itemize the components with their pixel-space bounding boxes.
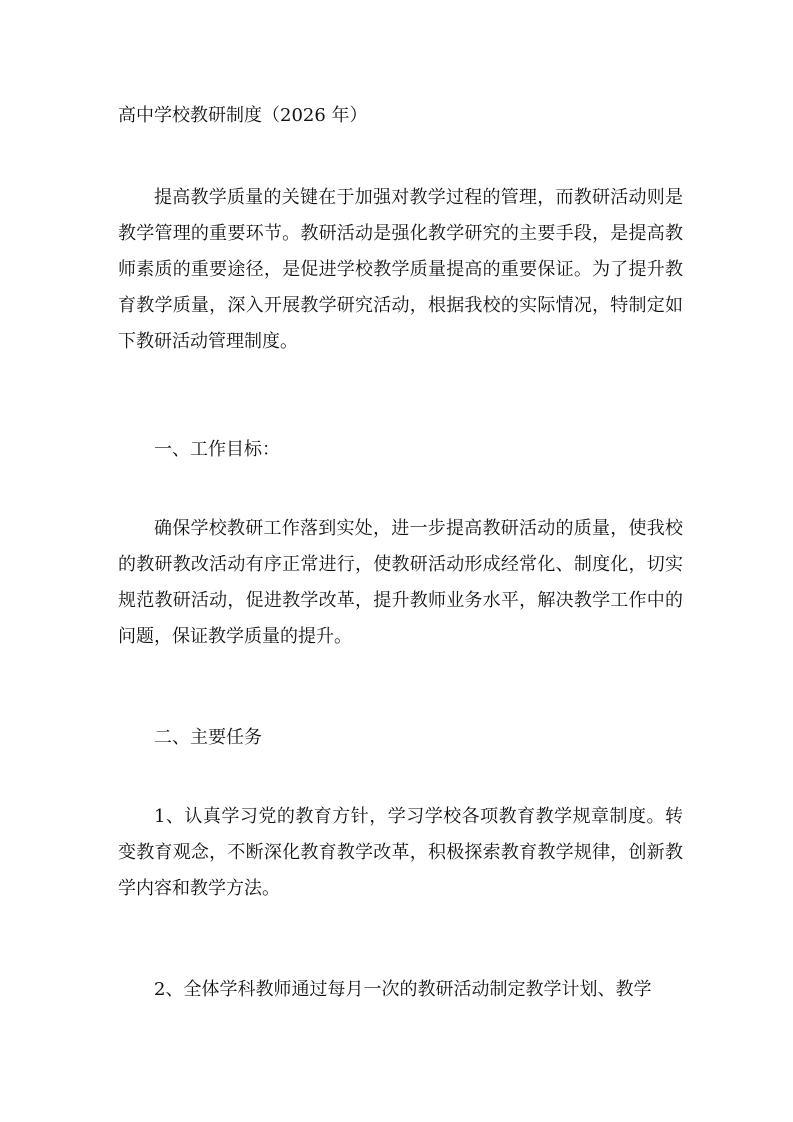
task-item-1: 1、认真学习党的教育方针，学习学校各项教育教学规章制度。转变教育观念，不断深化教育教学改革，积极探索教育教学规律，创新教学内容和教学方法。 bbox=[118, 806, 683, 899]
goals-paragraph: 确保学校教研工作落到实处，进一步提高教研活动的质量，使我校的教研教改活动有序正常进行，使教研活动形成经常化、制度化，切实规范教研活动，促进教学改革，提升教师业务水平，解决教学工作中的问题，保证教学质量的提升。 bbox=[118, 518, 683, 647]
section-heading-goals: 一、工作目标： bbox=[154, 439, 280, 460]
section-heading-tasks: 二、主要任务 bbox=[154, 727, 262, 748]
intro-paragraph: 提高教学质量的关键在于加强对教学过程的管理，而教研活动则是教学管理的重要环节。教研活动是强化教学研究的主要手段，是提高教师素质的重要途径，是促进学校教学质量提高的重要保证。为了提升教育教学质量，深入开展教学研究活动，根据我校的实际情况，特制定如下教研活动管理制度。 bbox=[118, 187, 683, 352]
task-item-2: 2、全体学科教师通过每月一次的教研活动制定教学计划、教学 bbox=[154, 979, 652, 1000]
document-title: 高中学校教研制度（2026 年） bbox=[118, 105, 368, 126]
